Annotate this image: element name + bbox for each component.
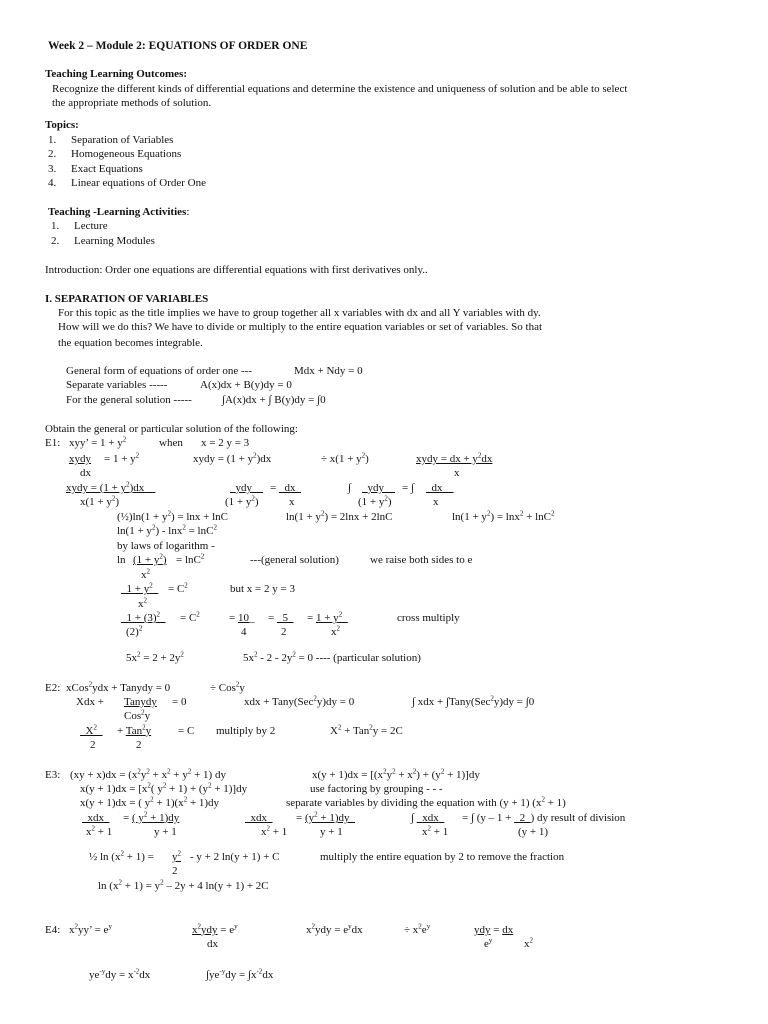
e1-step: = $C^2$: [168, 581, 188, 595]
outcomes-text-line1: Recognize the different kinds of differential equations and determine the existence and uniqueness of solution and be able to select: [52, 83, 628, 95]
e1-step: ln: [117, 554, 126, 566]
activities-colon: :: [186, 206, 190, 218]
general-form-equation: Mdx + Ndy = 0: [294, 365, 363, 377]
e1-step: $(1 + y^2)$: [358, 494, 392, 508]
e1-step: x: [289, 496, 295, 508]
e1-step: $x^2$: [138, 596, 147, 610]
e1-step: 4: [241, 626, 247, 638]
activity-item: Learning Modules: [74, 235, 155, 247]
e2-step: Tanydy: [124, 696, 157, 708]
e3-step: $x(y + 1)dx = [(x^2y^2 + x^2) + (y^2 + 1)]dy$: [312, 767, 480, 781]
topic-number: 2.: [48, 148, 57, 160]
e4-step: ydy = dx: [474, 924, 514, 936]
activities-heading-row: [48, 207, 189, 218]
e4-step: ÷ $x^2e^y$: [404, 922, 431, 936]
e1-step: ---(general solution): [250, 554, 339, 566]
e4-step: $ye^{-y}dy = x^{-2}dx$: [89, 967, 151, 981]
e4-step: $e^y$: [484, 936, 493, 950]
e1-step: ∫: [348, 482, 352, 494]
e3-step: $y^2$: [172, 849, 181, 863]
e3-step: (y + 1): [518, 826, 549, 838]
e1-step: $5x^2 - 2 - 2y^2 = 0$ ---- (particular solution): [243, 650, 421, 664]
e1-step: $\ln(1 + y^2) - \ln x^2 = \ln C^2$: [117, 523, 217, 537]
e1-step: cross multiply: [397, 612, 460, 624]
activities-heading: Teaching -Learning Activities: [48, 206, 187, 218]
general-solution-label: For the general solution -----: [66, 394, 192, 406]
e3-step: multiply the entire equation by 2 to remove the fraction: [320, 851, 565, 863]
e4-equation: $x^2yy$’ = $e^y$: [69, 922, 112, 936]
e1-step: = _5_: [268, 612, 294, 624]
e1-step: = lnC$^2$: [176, 552, 205, 566]
e1-step: (½)ln(1 + $y^2) = \ln x + \ln C$: [117, 509, 229, 523]
e2-equation: xCos$^2$ydx + Tanydy = 0: [66, 680, 171, 694]
e3-step: $x^2 + 1$: [86, 824, 113, 838]
e3-step: $\ln (x^2 + 1) = y^2 - 2y + 4$ ln(y + 1) + 2C: [98, 878, 269, 892]
outcomes-text-line2: the appropriate methods of solution.: [52, 97, 212, 109]
e3-step: 2: [172, 865, 178, 877]
e2-step: xdx + Tany(Sec$^2$y)dy = 0: [244, 694, 355, 708]
e1-step: $\ln(1 + y^2) = 2\ln x + 2\ln C$: [286, 509, 393, 523]
e1-step: _1 + $y^2\_$: [121, 581, 159, 595]
e4-step: $x^2ydy = e^ydx$: [306, 922, 363, 936]
e2-step: ÷ Cos$^2$y: [210, 680, 245, 694]
example-label: E1:: [45, 437, 61, 449]
e1-step: ÷ $x(1 + y^2)$: [321, 451, 369, 465]
topic-number: 4.: [48, 177, 57, 189]
e1-step: = ∫: [402, 482, 414, 494]
e3-step: _xdx_: [82, 812, 110, 824]
e3-step: = ($y^2$ + 1)dy_: [296, 810, 356, 824]
e4-step: $\int ye^{-y}dy = \int x^{-2}dx$: [206, 967, 274, 981]
e3-step: separate variables by dividing the equation with (y + 1) $(x^2 + 1)$: [286, 795, 566, 809]
section-heading: I. SEPARATION OF VARIABLES: [45, 293, 209, 305]
general-form-label: General form of equations of order one ---: [66, 365, 253, 377]
e1-condition: x = 2 y = 3: [201, 437, 250, 449]
e1-step: $\ln(1 + y^2) = \ln x^2 + \ln C^2$: [452, 509, 555, 523]
e2-step: $X^2 + Tan^2y = 2C$: [330, 723, 403, 737]
e3-equation: $(xy + x)dx = (x^2y^2 + x^2 + y^2 + 1)$ dy: [70, 767, 226, 781]
example-label: E3:: [45, 769, 61, 781]
e1-step: x: [433, 496, 439, 508]
e3-step: x(y + 1)dx = ( $y^2 + 1)(x^2 + 1)dy$: [80, 795, 220, 809]
e1-step: $x^2$: [141, 567, 150, 581]
activity-number: 1.: [51, 220, 60, 232]
e3-step: ½ $\ln (x^2 + 1)$ =: [89, 849, 154, 863]
e1-step: = _dx_: [270, 482, 301, 494]
e2-step: + Tan$^2$y: [117, 723, 152, 737]
e1-equation: xyy’ = $1 + y^2$: [69, 435, 127, 449]
e1-step: xydy = $(1 + y^2)dx\_\_$: [66, 480, 156, 494]
e2-step: = 0: [172, 696, 187, 708]
section-paragraph-line: For this topic as the title implies we have to group together all x variables with dx and all Y variables with dy.: [58, 307, 541, 319]
e2-step: 2: [136, 739, 142, 751]
e3-step: $x(y + 1)dx = [x^2$( $y^2 + 1) + (y^2 + 1)]dy$: [80, 781, 248, 795]
e1-step: xydy: [69, 453, 91, 465]
introduction-text: Introduction: Order one equations are differential equations with first derivatives only..: [45, 264, 428, 276]
e3-step: use factoring by grouping - - -: [310, 783, 443, 795]
e1-step: $(1 + y^2)$: [225, 494, 259, 508]
activity-number: 2.: [51, 235, 60, 247]
e1-step: = $C^2$: [180, 610, 200, 624]
e1-when-label: when: [159, 437, 183, 449]
e2-step: Cos$^2$y: [124, 708, 151, 722]
example-label: E4:: [45, 924, 61, 936]
e3-step: = ( $y^2 + 1)dy$: [123, 810, 180, 824]
e1-step: $(2)^2$: [126, 624, 143, 638]
e1-step: $x(1 + y^2)$: [80, 494, 120, 508]
e1-step: _1 + $(3)^2\_$: [121, 610, 166, 624]
outcomes-heading: Teaching Learning Outcomes:: [45, 68, 187, 80]
e1-step: _ydy__: [362, 482, 395, 494]
topics-heading: Topics:: [45, 119, 79, 131]
section-paragraph-line: How will we do this? We have to divide or multiply to the entire equation variables or set of variables. So that: [58, 321, 543, 333]
e1-step: 2: [281, 626, 287, 638]
e1-step: we raise both sides to e: [370, 554, 473, 566]
separate-variables-label: Separate variables -----: [66, 379, 168, 391]
e4-step: $x^2$: [524, 936, 533, 950]
e1-step: xydy = dx + $y^2dx$: [416, 451, 493, 465]
e1-step: $(1 + y^2)$: [133, 552, 167, 566]
topic-item: Exact Equations: [71, 163, 143, 175]
e2-step: 2: [90, 739, 96, 751]
e2-step: Xdx +: [76, 696, 104, 708]
section-paragraph-line: the equation becomes integrable.: [58, 337, 203, 349]
page-title: Week 2 – Module 2: EQUATIONS OF ORDER ONE: [48, 40, 308, 52]
e1-step: _dx__: [426, 482, 454, 494]
e3-step: $x^2 + 1$: [422, 824, 449, 838]
e1-step: = 10_: [229, 612, 255, 624]
example-label: E2:: [45, 682, 61, 694]
e3-step: _xdx_: [245, 812, 273, 824]
e3-step: y + 1: [320, 826, 343, 838]
topic-item: Linear equations of Order One: [71, 177, 207, 189]
e3-step: $x^2 + 1$: [261, 824, 288, 838]
topic-number: 1.: [48, 134, 57, 146]
e1-step: but x = 2 y = 3: [230, 583, 295, 595]
e2-step: = C: [178, 725, 195, 737]
e2-step: ∫ xdx + ∫Tany(Sec$^2$y)dy = ∫0: [412, 694, 535, 708]
e1-step: $5x^2 = 2 + 2y^2$: [126, 650, 184, 664]
separate-variables-equation: A(x)dx + B(y)dy = 0: [200, 379, 292, 391]
e1-step: by laws of logarithm -: [117, 540, 215, 552]
e4-step: $x^2ydy = e^y$: [192, 922, 238, 936]
e1-step: = $1 + y^2$: [104, 451, 140, 465]
e3-step: ∫ _xdx_: [411, 812, 445, 824]
e4-step: dx: [207, 938, 218, 950]
e1-step: dx: [80, 467, 91, 479]
e1-step: $x^2$: [331, 624, 340, 638]
instructions-text: Obtain the general or particular solution of the following:: [45, 423, 298, 435]
e3-step: y + 1: [154, 826, 177, 838]
e1-step: x: [454, 467, 460, 479]
topic-number: 3.: [48, 163, 57, 175]
e1-step: _ydy__: [230, 482, 263, 494]
topic-item: Separation of Variables: [71, 134, 174, 146]
e3-step: = ∫ (y – 1 + _2_) dy result of division: [462, 812, 626, 824]
e1-step: = $1 + y^2\_$: [307, 610, 348, 624]
topic-item: Homogeneous Equations: [71, 148, 182, 160]
activity-item: Lecture: [74, 220, 108, 232]
e2-step: multiply by 2: [216, 725, 276, 737]
e1-step: xydy = $(1 + y^2)dx$: [193, 451, 272, 465]
e3-step: - y + 2 ln(y + 1) + C: [190, 851, 280, 863]
e2-step: $\_X^2\_$: [80, 723, 103, 737]
general-solution-equation: ∫A(x)dx + ∫ B(y)dy = ∫0: [222, 394, 326, 406]
